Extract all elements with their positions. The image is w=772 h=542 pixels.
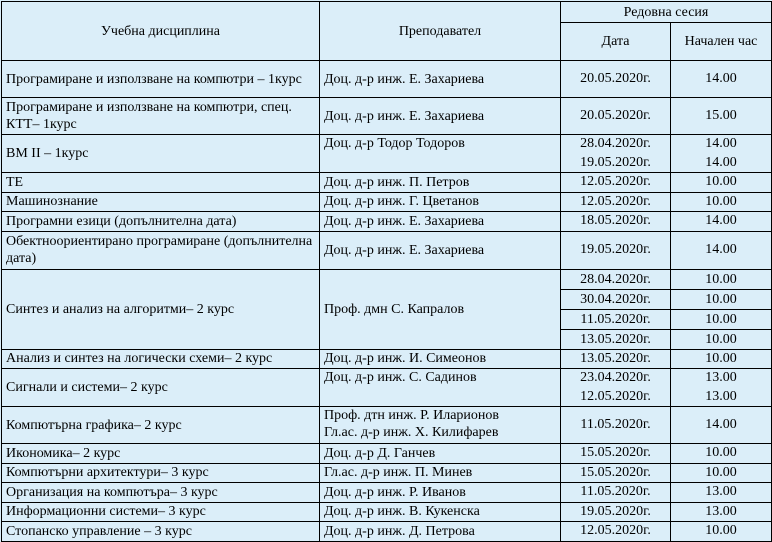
exam-date: 15.05.2020г. bbox=[580, 464, 651, 480]
table-row bbox=[2, 173, 772, 193]
teacher-cell bbox=[320, 369, 561, 407]
teacher-cell bbox=[320, 98, 561, 135]
date-cell bbox=[561, 444, 671, 464]
teacher-name: Доц. д-р инж. Д. Петрова bbox=[324, 523, 475, 539]
teacher-name: Доц. д-р инж. П. Петров bbox=[324, 174, 470, 190]
teacher-name: Гл.ас. д-р инж. П. Минев bbox=[324, 465, 473, 481]
date-cell bbox=[561, 61, 671, 98]
subject-cell: Компютърна графика– 2 курс bbox=[2, 407, 320, 444]
teacher-cell bbox=[320, 61, 561, 98]
date-cell bbox=[561, 98, 671, 135]
subject-cell: Сигнали и системи– 2 курс bbox=[2, 369, 320, 407]
exam-date: 12.05.2020г. bbox=[580, 174, 651, 189]
exam-date: 11.05.2020г. bbox=[580, 416, 651, 432]
teacher-cell bbox=[320, 231, 561, 269]
start-time: 10.00 bbox=[671, 290, 771, 310]
date-cell bbox=[561, 369, 671, 407]
time-cell bbox=[671, 483, 772, 503]
teacher-cell bbox=[320, 407, 561, 444]
exam-date: 12.05.2020г. bbox=[580, 523, 651, 538]
table-row bbox=[2, 269, 772, 349]
teacher-name: Доц. д-р инж. В. Кукенска bbox=[324, 504, 480, 520]
header-session: Редовна сесия bbox=[561, 2, 772, 23]
teacher-cell bbox=[320, 463, 561, 483]
start-time: 14.00 bbox=[705, 213, 737, 228]
teacher-name: Проф. дмн С. Капралов bbox=[324, 301, 465, 317]
start-time: 10.00 bbox=[671, 310, 771, 330]
subject-cell: Стопанско управление – 3 курс bbox=[2, 522, 320, 542]
time-cell bbox=[671, 173, 772, 193]
date-cell bbox=[561, 135, 671, 173]
teacher-cell bbox=[320, 173, 561, 193]
date-cell bbox=[561, 349, 671, 369]
date-cell bbox=[561, 212, 671, 232]
teacher-name: Доц. д-р инж. Р. Иванов bbox=[324, 484, 466, 500]
date-cell bbox=[561, 522, 671, 542]
teacher-cell bbox=[320, 444, 561, 464]
start-time: 13.00 bbox=[705, 503, 737, 519]
table-row bbox=[2, 369, 772, 407]
time-cell bbox=[671, 444, 772, 464]
time-cell bbox=[671, 231, 772, 269]
table-row bbox=[2, 407, 772, 444]
start-time: 10.00 bbox=[705, 331, 737, 347]
date-cell bbox=[561, 192, 671, 212]
start-time: 14.00 bbox=[705, 241, 737, 257]
teacher-cell bbox=[320, 522, 561, 542]
exam-date: 20.05.2020г. bbox=[580, 70, 651, 86]
start-time: 14.00 bbox=[705, 136, 737, 151]
time-cell bbox=[671, 463, 772, 483]
teacher-cell bbox=[320, 192, 561, 212]
start-time: 14.00 bbox=[705, 154, 737, 170]
exam-date: 23.04.2020г. bbox=[580, 370, 651, 385]
start-time: 10.00 bbox=[705, 174, 737, 189]
start-time: 10.00 bbox=[705, 464, 737, 480]
teacher-cell bbox=[320, 135, 561, 173]
exam-date: 19.05.2020г. bbox=[580, 503, 651, 519]
teacher-name: Доц. д-р инж. Е. Захариева bbox=[324, 213, 485, 229]
subject-cell: Анализ и синтез на логически схеми– 2 курс bbox=[2, 349, 320, 369]
time-cell bbox=[671, 192, 772, 212]
date-cell bbox=[561, 231, 671, 269]
date-cell bbox=[561, 407, 671, 444]
time-cell bbox=[671, 369, 772, 407]
table-row bbox=[2, 231, 772, 269]
subject-cell: Компютърни архитектури– 3 курс bbox=[2, 463, 320, 483]
exam-date: 13.05.2020г. bbox=[580, 331, 651, 347]
start-time: 13.00 bbox=[705, 484, 737, 499]
teacher-name: Доц. д-р Тодор Тодоров bbox=[324, 136, 465, 151]
teacher-name: Доц. д-р инж. Е. Захариева bbox=[324, 71, 485, 87]
date-cell bbox=[561, 173, 671, 193]
exam-date: 18.05.2020г. bbox=[580, 213, 651, 228]
exam-date: 28.04.2020г. bbox=[561, 270, 670, 290]
subject-cell: Икономика– 2 курс bbox=[2, 444, 320, 464]
table-row bbox=[2, 522, 772, 542]
start-time: 10.00 bbox=[705, 193, 737, 209]
time-cell bbox=[671, 349, 772, 369]
exam-date: 28.04.2020г. bbox=[580, 136, 651, 151]
teacher-name: Доц. д-р инж. И. Симеонов bbox=[324, 351, 487, 367]
date-cell bbox=[561, 269, 671, 349]
teacher-cell bbox=[320, 269, 561, 349]
time-cell bbox=[671, 61, 772, 98]
subject-cell: Синтез и анализ на алгоритми– 2 курс bbox=[2, 269, 320, 349]
start-time: 13.00 bbox=[705, 388, 737, 404]
exam-date: 19.05.2020г. bbox=[580, 241, 651, 257]
time-cell bbox=[671, 135, 772, 173]
teacher-name: Доц. д-р инж. Г. Цветанов bbox=[324, 194, 479, 210]
table-row bbox=[2, 502, 772, 522]
start-time: 10.00 bbox=[705, 350, 737, 366]
table-row bbox=[2, 61, 772, 98]
table-row bbox=[2, 98, 772, 135]
start-time: 13.00 bbox=[705, 370, 737, 385]
exam-date: 11.05.2020г. bbox=[561, 310, 670, 330]
teacher-cell bbox=[320, 212, 561, 232]
start-time: 15.00 bbox=[705, 107, 737, 123]
teacher-name: Доц. д-р инж. Е. Захариева bbox=[324, 108, 485, 124]
subject-cell: ТЕ bbox=[2, 173, 320, 193]
start-time: 14.00 bbox=[705, 416, 737, 432]
table-row bbox=[2, 192, 772, 212]
exam-date: 15.05.2020г. bbox=[580, 445, 651, 460]
subject-cell: Програмиране и използване на компютри – 1курс bbox=[2, 61, 320, 98]
time-cell bbox=[671, 98, 772, 135]
exam-schedule-table bbox=[1, 1, 772, 542]
time-cell bbox=[671, 522, 772, 542]
subject-cell: Организация на компютъра– 3 курс bbox=[2, 483, 320, 503]
teacher-name: Гл.ас. д-р инж. Х. Килифарев bbox=[324, 425, 499, 440]
subject-cell: ВМ II – 1курс bbox=[2, 135, 320, 173]
start-time: 10.00 bbox=[705, 445, 737, 460]
table-row bbox=[2, 212, 772, 232]
teacher-name: Проф. дтн инж. Р. Иларионов bbox=[324, 408, 500, 423]
time-cell bbox=[671, 212, 772, 232]
exam-date: 12.05.2020г. bbox=[580, 388, 651, 404]
date-cell bbox=[561, 463, 671, 483]
table-row bbox=[2, 483, 772, 503]
table-row bbox=[2, 444, 772, 464]
header-date: Дата bbox=[561, 23, 671, 61]
teacher-name: Доц. д-р инж. С. Садинов bbox=[324, 370, 477, 385]
exam-date: 20.05.2020г. bbox=[580, 107, 651, 123]
teacher-cell bbox=[320, 502, 561, 522]
subject-cell: Програмиране и използване на компютри, спец. КТТ– 1курс bbox=[2, 98, 320, 135]
exam-date: 19.05.2020г. bbox=[580, 154, 651, 170]
start-time: 14.00 bbox=[705, 70, 737, 86]
subject-cell: Информационни системи– 3 курс bbox=[2, 502, 320, 522]
exam-date: 13.05.2020г. bbox=[580, 350, 651, 366]
start-time: 10.00 bbox=[705, 523, 737, 538]
header-subject: Учебна дисциплина bbox=[2, 2, 320, 61]
time-cell bbox=[671, 269, 772, 349]
exam-date: 11.05.2020г. bbox=[580, 484, 651, 499]
exam-date: 30.04.2020г. bbox=[561, 290, 670, 310]
time-cell bbox=[671, 502, 772, 522]
header-time: Начален час bbox=[671, 23, 772, 61]
subject-cell: Обектноориентирано програмиране (допълнителна дата) bbox=[2, 231, 320, 269]
teacher-cell bbox=[320, 349, 561, 369]
subject-cell: Машинознание bbox=[2, 192, 320, 212]
subject-cell: Програмни езици (допълнителна дата) bbox=[2, 212, 320, 232]
date-cell bbox=[561, 483, 671, 503]
teacher-name: Доц. д-р Д. Ганчев bbox=[324, 445, 436, 461]
header-teacher: Преподавател bbox=[320, 2, 561, 61]
start-time: 10.00 bbox=[671, 270, 771, 290]
teacher-name: Доц. д-р инж. Е. Захариева bbox=[324, 242, 485, 258]
table-row bbox=[2, 463, 772, 483]
exam-date: 12.05.2020г. bbox=[580, 193, 651, 209]
table-row bbox=[2, 135, 772, 173]
table-row bbox=[2, 349, 772, 369]
date-cell bbox=[561, 502, 671, 522]
teacher-cell bbox=[320, 483, 561, 503]
time-cell bbox=[671, 407, 772, 444]
